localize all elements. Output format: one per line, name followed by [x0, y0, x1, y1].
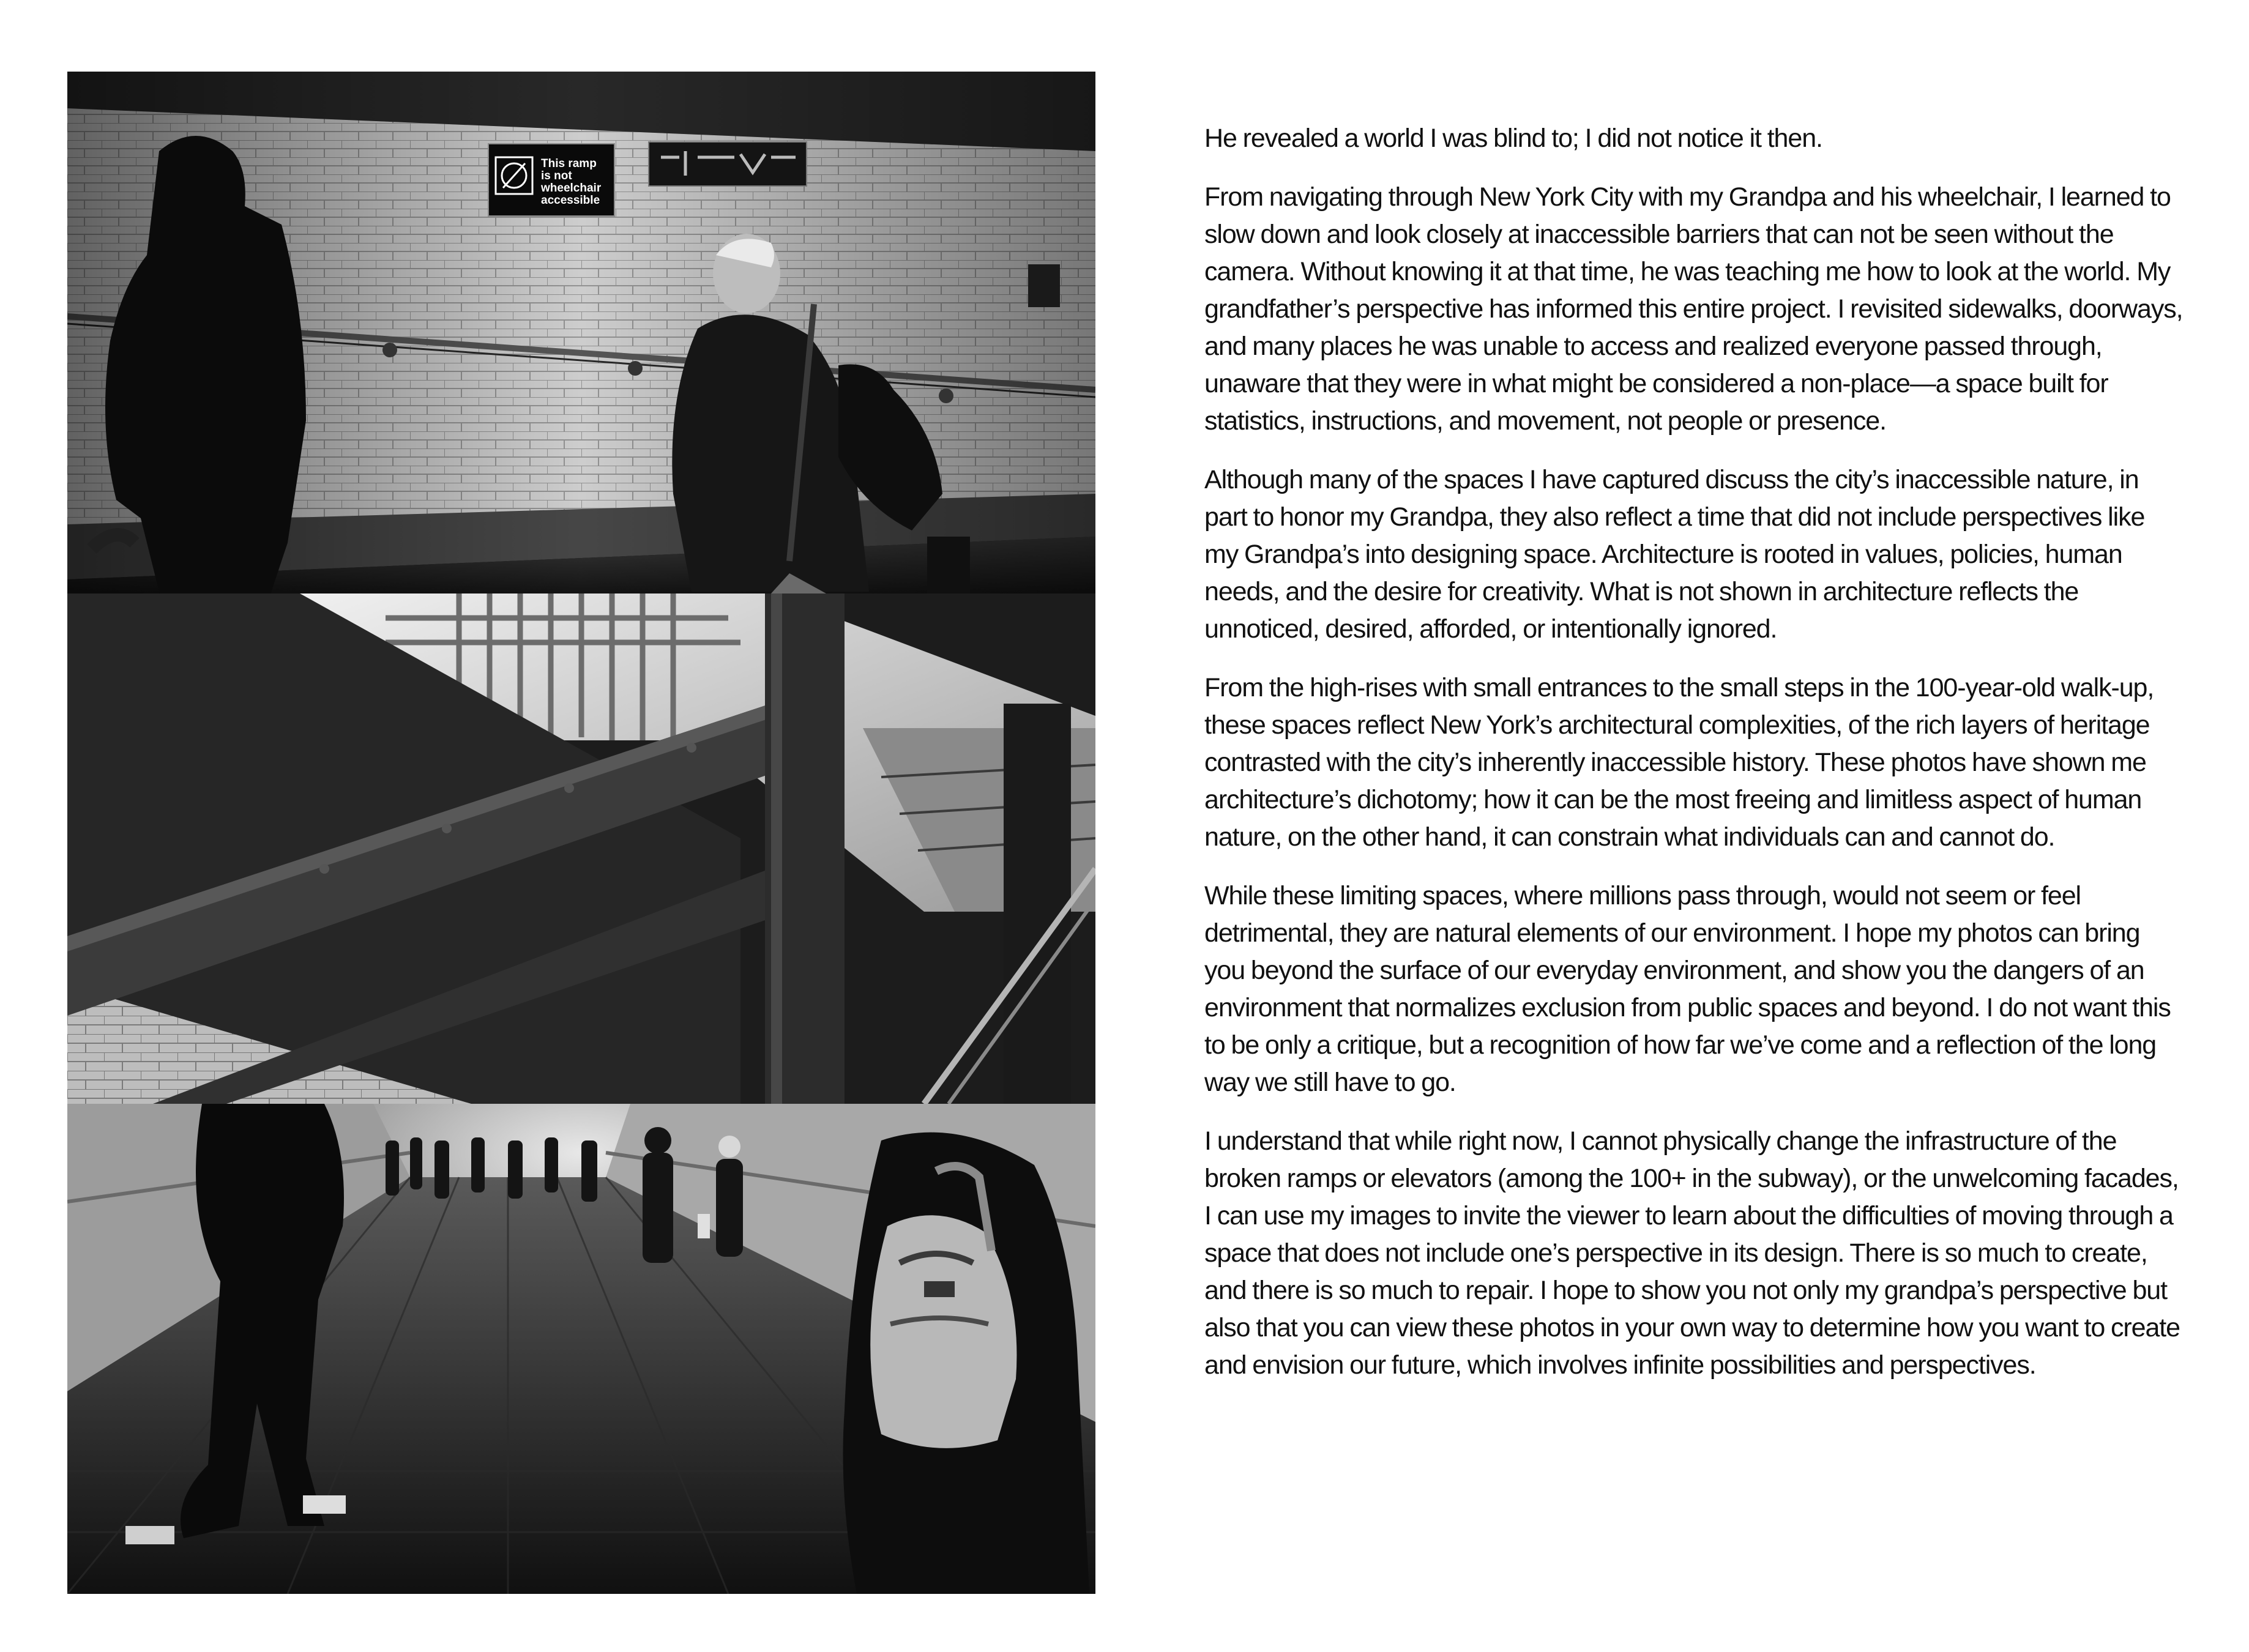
photo-tunnel-commuters — [67, 1104, 1095, 1594]
essay-paragraph-2: From navigating through New York City with my Grandpa and his wheelchair, I learned to slow down and look closely at inaccessible barriers that can not be seen without the camera. Without knowing it at that time, he was teaching me how to look at the world. My grandfather’s perspective has informed this entire project. I revisited sidewalks, doorways, and many places he was unable to access and realized everyone passed through, unaware that they were in what might be considered a non-place—a space built for statistics, instructions, and movement, not people or presence. — [1204, 182, 2183, 436]
photo-staircase-beams — [67, 593, 1095, 1104]
essay-paragraph-4: From the high-rises with small entrances to the small steps in the 100-year-old walk-up, these spaces reflect New York’s architectural complexities, of the rich layers of heritage contrasted with the city’s inherently inaccessible history. These photos have shown me architecture’s dichotomy; how it can be the most freeing and limitless aspect of human nature, on the other hand, it can constrain what individuals can and cannot do. — [1204, 673, 2154, 852]
essay-text — [1204, 120, 2184, 1405]
sign-line-3: wheelchair — [541, 182, 602, 195]
photo-collage — [67, 72, 1095, 1594]
tunnel-image — [67, 1104, 1095, 1594]
essay-paragraph-1: He revealed a world I was blind to; I did not notice it then. — [1204, 124, 1822, 153]
sign-line-2: is not — [541, 169, 572, 182]
essay-paragraph-5: While these limiting spaces, where millions pass through, would not seem or feel detrimental, they are natural elements of our environment. I hope my photos can bring you beyond the surface of our everyday environment, and show you the dangers of an environment that normalizes exclusion from public spaces and beyond. I do not want this to be only a critique, but a recognition of how far we’ve come and a reflection of the long way we still have to go. — [1204, 881, 2171, 1097]
essay-paragraph-3: Although many of the spaces I have captured discuss the city’s inaccessible nature, in part to honor my Grandpa, they also reflect a time that did not include perspectives like my Grandpa’s into designing space. Architecture is rooted in values, policies, human needs, and the desire for creativity. What is not shown in architecture reflects the unnoticed, desired, afforded, or intentionally ignored. — [1204, 465, 2145, 644]
subway-wall-image — [67, 72, 1095, 593]
sign-line-1: This ramp — [541, 157, 597, 170]
photo-subway-tiled-wall — [67, 72, 1095, 593]
staircase-image — [67, 593, 1095, 1104]
essay-paragraph-6: I understand that while right now, I cannot physically change the infrastructure of the broken ramps or elevators (among the 100+ in the subway), or the unwelcoming facades, I can use my images to invite the viewer to learn about the difficulties of moving through a space that does not include one’s perspective in its design. There is so much to create, and there is so much to repair. I hope to show you not only my grandpa’s perspective but also that you can view these photos in your own way to determine how you want to create and envision our future, which involves infinite possibilities and perspectives. — [1204, 1126, 2180, 1380]
overhead-display — [649, 142, 807, 186]
ramp-sign — [488, 144, 614, 216]
sign-line-4: accessible — [541, 194, 600, 207]
